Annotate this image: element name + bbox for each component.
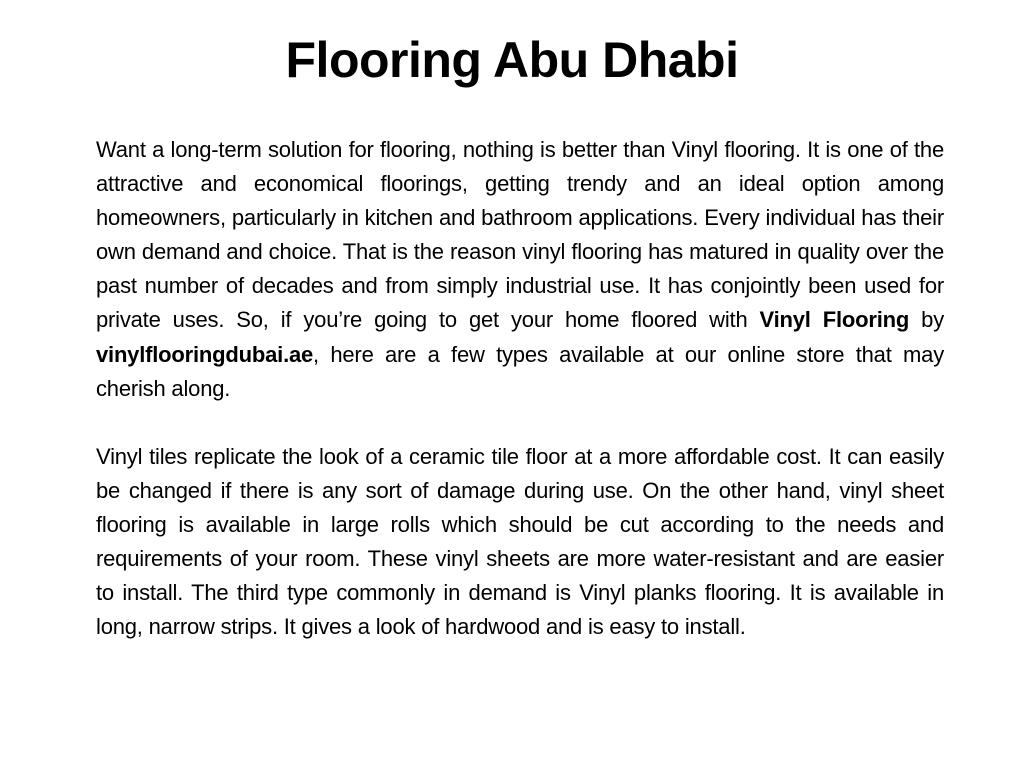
paragraph-intro	[96, 133, 944, 406]
vinyl-flooring-link[interactable]: Vinyl Flooring	[759, 307, 910, 333]
paragraph-intro-by: by	[909, 307, 944, 333]
slide-body	[96, 133, 944, 644]
paragraph-intro-end: , here are a few types available at our online store that may cherish along.	[96, 341, 944, 401]
paragraph-intro-text: Want a long-term solution for flooring, nothing is better than Vinyl flooring. It is one of the attractive and economical floorings, getting trendy and an ideal option among homeowners, particularly in kitchen and bathroom applications. Every individual has their own demand and choice. That is the reason vinyl flooring has matured in quality over the past number of decades and from simply industrial use. It has conjointly been used for private uses. So, if you’re going to get your home floored with	[96, 137, 944, 333]
paragraph-types: Vinyl tiles replicate the look of a ceramic tile floor at a more affordable cost. It can easily be changed if there is any sort of damage during use. On the other hand, vinyl sheet flooring is available in large rolls which should be cut according to the needs and requirements of your room. These vinyl sheets are more water-resistant and are easier to install. The third type commonly in demand is Vinyl planks flooring. It is available in long, narrow strips. It gives a look of hardwood and is easy to install.	[96, 443, 944, 640]
slide-title: Flooring Abu Dhabi	[285, 32, 739, 88]
website-link[interactable]: vinylflooringdubai.ae	[96, 341, 314, 367]
